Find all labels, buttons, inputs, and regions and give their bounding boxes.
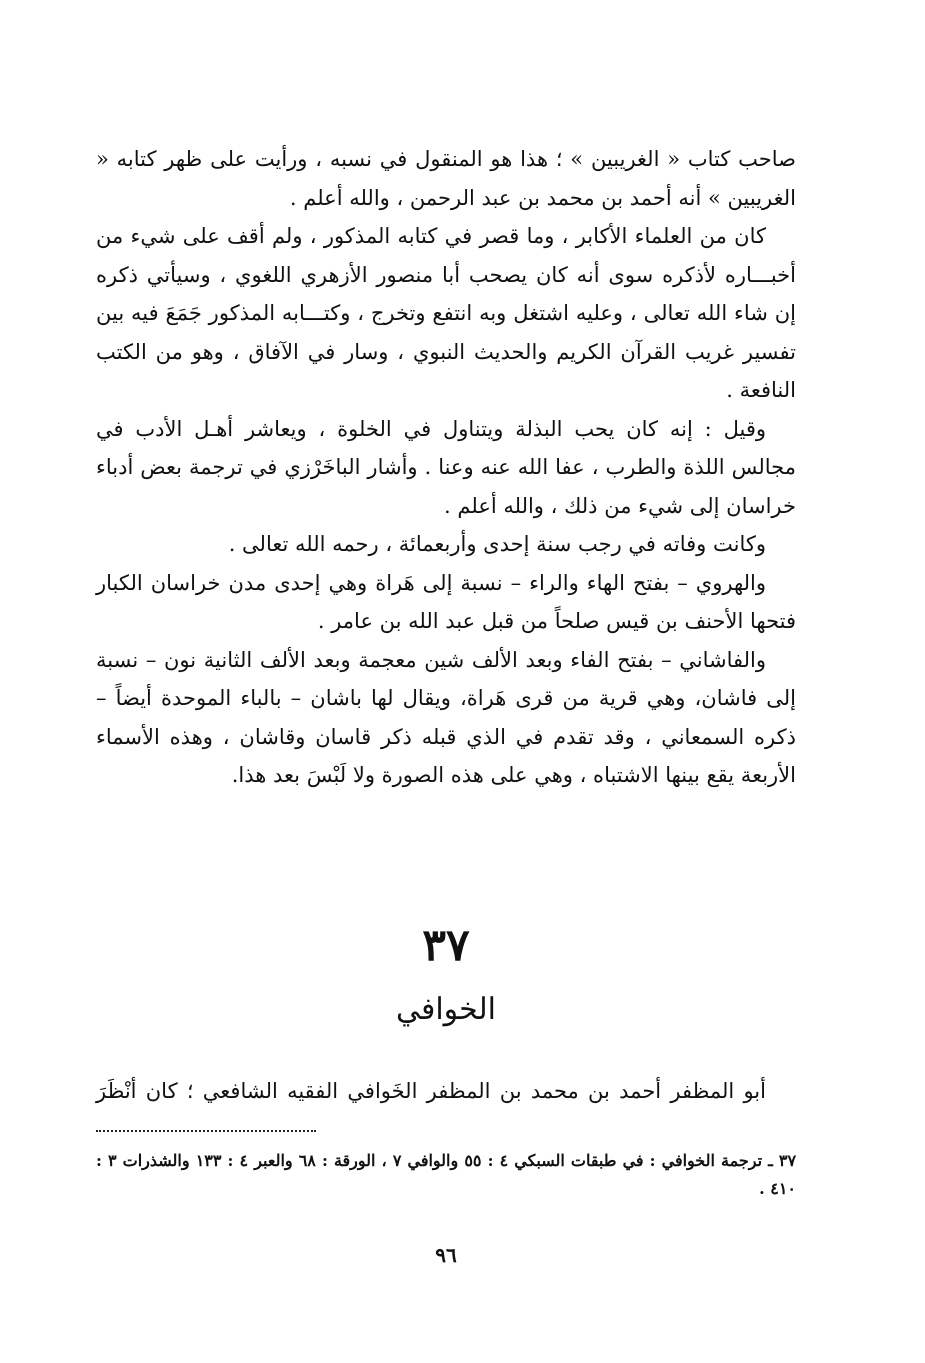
entry-intro: أبو المظفر أحمد بن محمد بن المظفر الخَوافي الفقيه الشافعي ؛ كان أنْظَرَ (96, 1079, 766, 1103)
page-number: ٩٦ (435, 1243, 457, 1267)
entry-number: ٣٧ (422, 920, 470, 971)
footnote-divider (96, 1130, 316, 1132)
main-text (96, 140, 796, 795)
paragraph-2: كان من العلماء الأكابر ، وما قصر في كتابه المذكور ، ولم أقف على شيء من أخبـــاره لأذكره سوى أنه كان يصحب أبا منصور الأزهري اللغوي ، وسيأتي ذكره إن شاء الله تعالى ، وعليه اشتغل وبه انتفع وتخرج ، وكتـــابه المذكور جَمَعَ فيه بين تفسير غريب القرآن الكريم والحديث النبوي ، وسار في الآفاق ، وهو من الكتب النافعة . (96, 224, 796, 402)
book-page (96, 140, 796, 1280)
paragraph-5: والهروي – بفتح الهاء والراء – نسبة إلى هَراة وهي إحدى مدن خراسان الكبار فتحها الأحنف بن قيس صلحاً من قبل عبد الله بن عامر . (96, 570, 796, 633)
paragraph-1: صاحب كتاب « الغريبين » ؛ هذا هو المنقول في نسبه ، ورأيت على ظهر كتابه « الغريبين » أنه أحمد بن محمد بن عبد الرحمن ، والله أعلم . (96, 147, 796, 210)
paragraph-3: وقيل : إنه كان يحب البذلة ويتناول في الخلوة ، ويعاشر أهـل الأدب في مجالس اللذة والطرب ، عفا الله عنه وعنا . وأشار الباخَرْزي في ترجمة بعض أدباء خراسان إلى شيء من ذلك ، والله أعلم . (96, 416, 796, 518)
paragraph-4: وكانت وفاته في رجب سنة إحدى وأربعمائة ، رحمه الله تعالى . (228, 532, 766, 556)
paragraph-6: والفاشاني – بفتح الفاء وبعد الألف شين معجمة وبعد الألف الثانية نون – نسبة إلى فاشان، وهي قرية من قرى هَراة، ويقال لها باشان – بالباء الموحدة أيضاً – ذكره السمعاني ، وقد تقدم في الذي قبله ذكر قاسان وقاشان ، وهذه الأسماء الأربعة يقع بينها الاشتباه ، وهي على هذه الصورة ولا لَبْسَ بعد هذا. (96, 647, 796, 787)
footnote: ٣٧ ـ ترجمة الخوافي : في طبقات السبكي ٤ : ٥٥ والوافي ٧ ، الورقة : ٦٨ والعبر ٤ : ١٣٣ والشذرات ٣ : ٤١٠ . (96, 1151, 797, 1198)
entry-title: الخوافي (395, 992, 497, 1027)
